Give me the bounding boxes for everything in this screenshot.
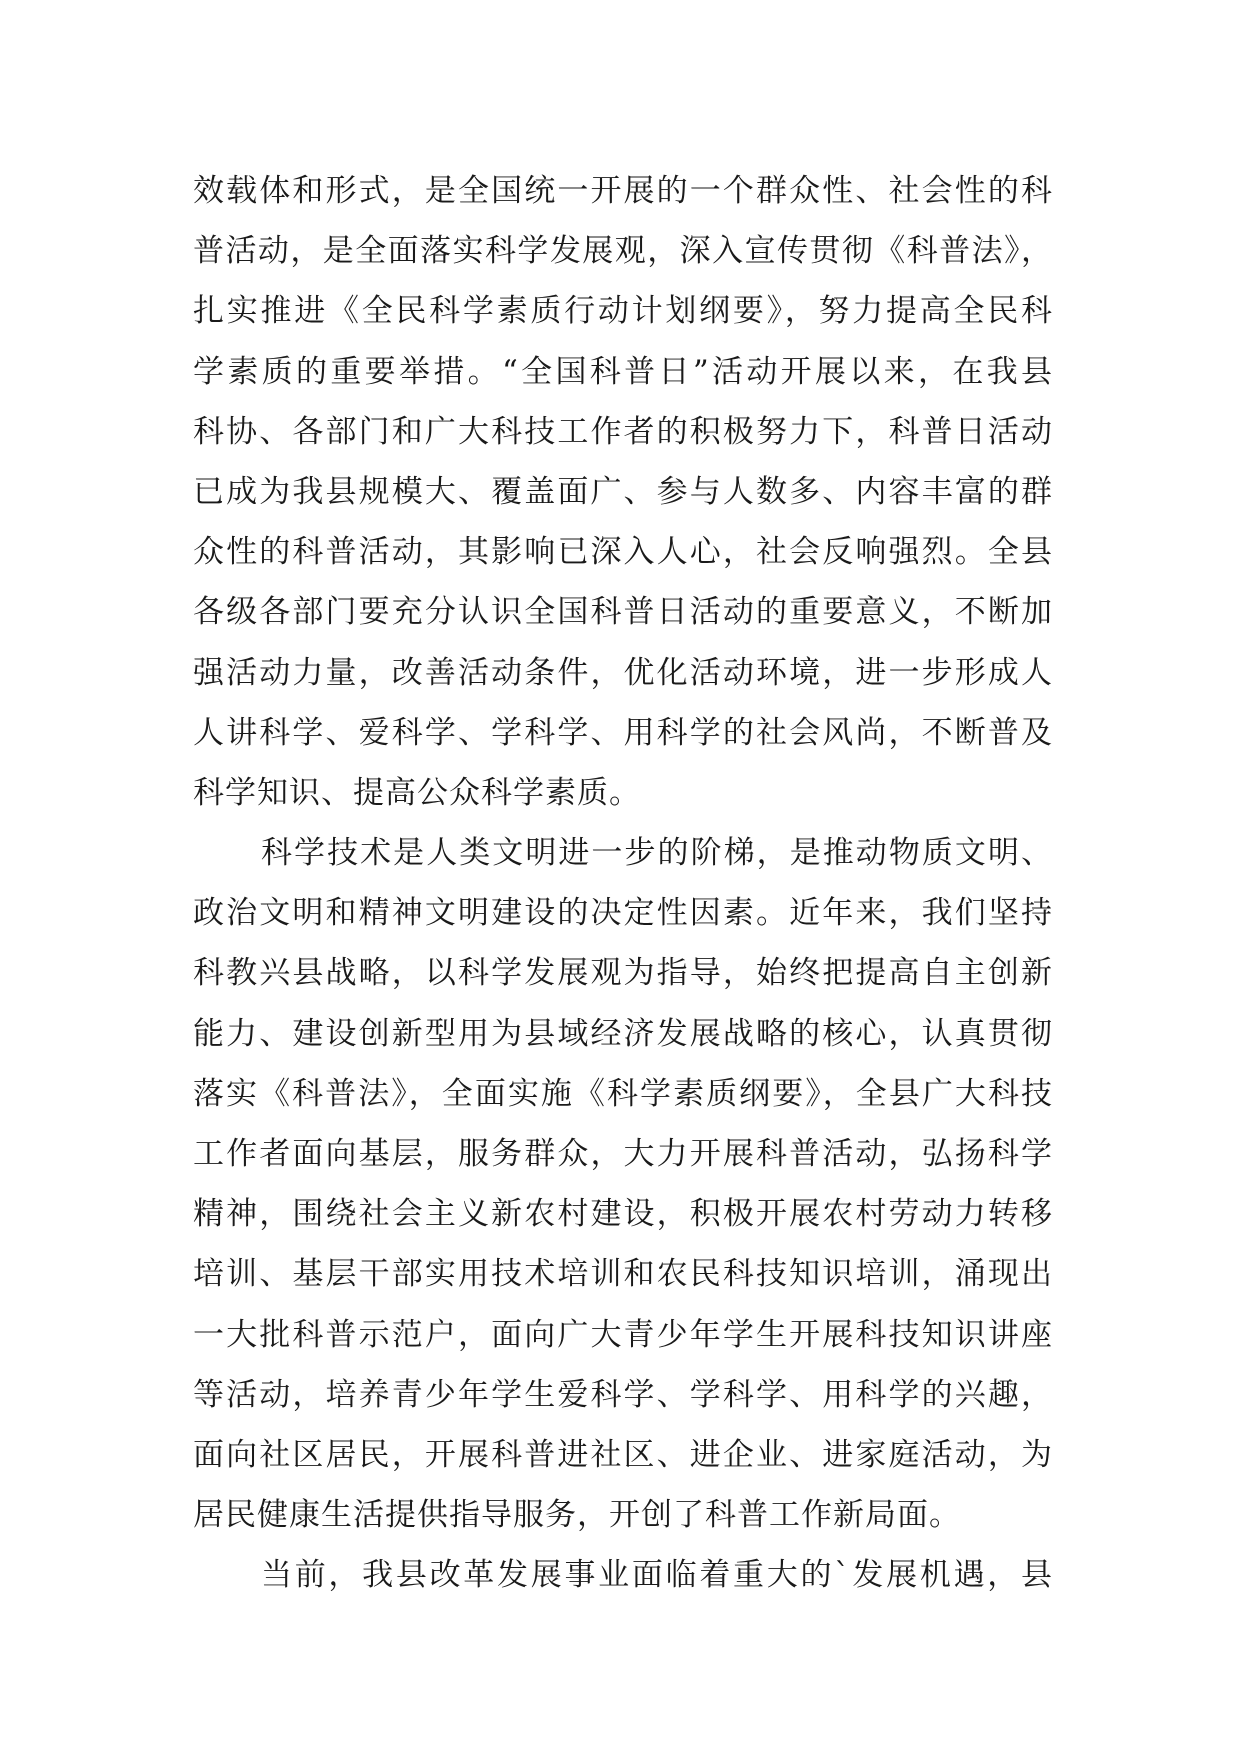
text-line: 面向社区居民，开展科普进社区、进企业、进家庭活动，为	[193, 1436, 1053, 1473]
text-line: 能力、建设创新型用为县域经济发展战略的核心，认真贯彻	[193, 1015, 1053, 1052]
paragraph-3	[193, 1545, 1053, 1605]
body-text	[193, 161, 1053, 1606]
text-line: 众性的科普活动，其影响已深入人心，社会反响强烈。全县	[193, 534, 1053, 571]
text-line: 各级各部门要充分认识全国科普日活动的重要意义，不断加	[193, 594, 1053, 631]
text-line: 政治文明和精神文明建设的决定性因素。近年来，我们坚持	[193, 895, 1053, 932]
text-line: 科学知识、提高公众科学素质。	[193, 774, 641, 811]
text-line: 学素质的重要举措。“全国科普日”活动开展以来，在我县	[193, 353, 1053, 390]
text-line: 科协、各部门和广大科技工作者的积极努力下，科普日活动	[193, 413, 1053, 450]
text-line: 等活动，培养青少年学生爱科学、学科学、用科学的兴趣，	[193, 1376, 1053, 1413]
text-line: 培训、基层干部实用技术培训和农民科技知识培训，涌现出	[193, 1256, 1053, 1293]
text-line: 普活动，是全面落实科学发展观，深入宣传贯彻《科普法》，	[193, 233, 1053, 270]
text-line: 人讲科学、爱科学、学科学、用科学的社会风尚，不断普及	[193, 714, 1053, 751]
text-line: 工作者面向基层，服务群众，大力开展科普活动，弘扬科学	[193, 1136, 1053, 1172]
text-line: 科教兴县战略，以科学发展观为指导，始终把提高自主创新	[193, 955, 1053, 992]
text-line: 一大批科普示范户，面向广大青少年学生开展科技知识讲座	[193, 1316, 1053, 1353]
text-line: 已成为我县规模大、覆盖面广、参与人数多、内容丰富的群	[193, 473, 1053, 510]
text-line: 落实《科普法》，全面实施《科学素质纲要》，全县广大科技	[193, 1075, 1053, 1112]
text-line: 精神，围绕社会主义新农村建设，积极开展农村劳动力转移	[193, 1196, 1053, 1233]
text-line: 强活动力量，改善活动条件，优化活动环境，进一步形成人	[193, 654, 1053, 691]
paragraph-1	[193, 161, 1053, 823]
text-line: 居民健康生活提供指导服务，开创了科普工作新局面。	[193, 1497, 961, 1534]
text-line: 扎实推进《全民科学素质行动计划纲要》，努力提高全民科	[193, 293, 1053, 330]
text-line: 科学技术是人类文明进一步的阶梯，是推动物质文明、	[261, 835, 1053, 872]
paragraph-2	[193, 823, 1053, 1545]
text-line: 效载体和形式，是全国统一开展的一个群众性、社会性的科	[193, 173, 1053, 209]
text-line: 当前，我县改革发展事业面临着重大的`发展机遇，县	[261, 1557, 1053, 1594]
